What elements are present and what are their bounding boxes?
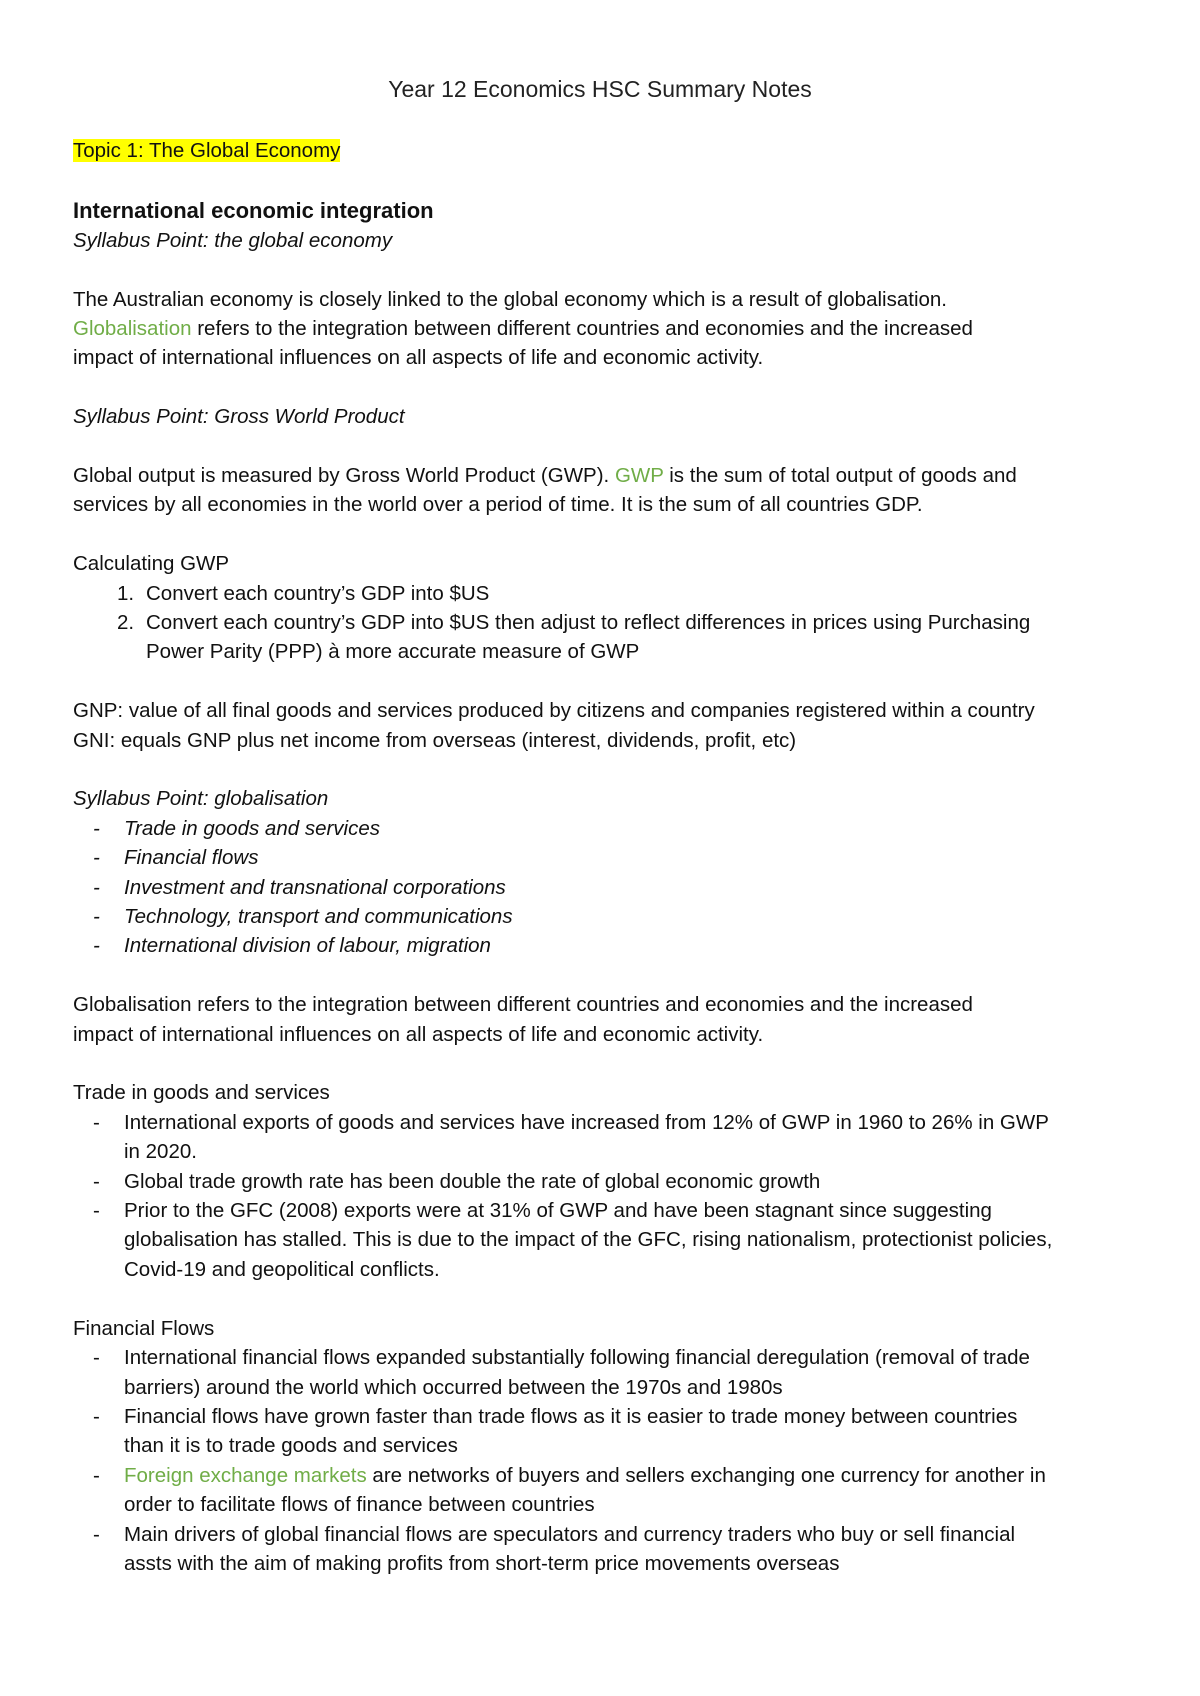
calc-heading: Calculating GWP xyxy=(73,552,230,576)
list-item: - Investment and transnational corporations xyxy=(93,875,506,899)
para-1-line-3: impact of international influences on all aspects of life and economic activity. xyxy=(73,346,764,370)
list-item-continuation: Power Parity (PPP) à more accurate measure of GWP xyxy=(146,640,640,664)
list-item: - Prior to the GFC (2008) exports were at 31% of GWP and have been stagnant since suggesting xyxy=(93,1199,992,1223)
para-3-line-2: impact of international influences on all aspects of life and economic activity. xyxy=(73,1022,764,1046)
list-item: - Global trade growth rate has been double the rate of global economic growth xyxy=(93,1169,821,1193)
list-item-continuation: Covid-19 and geopolitical conflicts. xyxy=(124,1257,440,1281)
list-item-continuation: assts with the aim of making profits from short-term price movements overseas xyxy=(124,1551,840,1575)
list-item: 2. Convert each country’s GDP into $US then adjust to reflect differences in prices using Purchasing xyxy=(117,611,1031,635)
gni-definition: GNI: equals GNP plus net income from overseas (interest, dividends, profit, etc) xyxy=(73,728,797,752)
list-item: - Technology, transport and communications xyxy=(93,905,513,929)
list-item-continuation: in 2020. xyxy=(124,1140,197,1164)
para-1-line-2: Globalisation refers to the integration between different countries and economies and the increased xyxy=(73,317,973,340)
list-item: - Foreign exchange markets are networks of buyers and sellers exchanging one currency for another in xyxy=(93,1463,1046,1487)
section-heading: International economic integration xyxy=(73,197,434,223)
financial-flows-heading: Financial Flows xyxy=(73,1316,215,1340)
list-item-continuation: than it is to trade goods and services xyxy=(124,1434,458,1458)
trade-heading: Trade in goods and services xyxy=(73,1081,330,1105)
list-item-continuation: barriers) around the world which occurred between the 1970s and 1980s xyxy=(124,1375,783,1399)
para-2-line-2: services by all economies in the world over a period of time. It is the sum of all countries GDP. xyxy=(73,493,923,517)
gnp-definition: GNP: value of all final goods and services produced by citizens and companies registered within a country xyxy=(73,699,1035,723)
topic-heading: Topic 1: The Global Economy xyxy=(73,139,341,162)
list-item: - Main drivers of global financial flows are speculators and currency traders who buy or sell financial xyxy=(93,1522,1016,1546)
list-item: - Financial flows have grown faster than trade flows as it is easier to trade money between countries xyxy=(93,1404,1018,1428)
term-gwp: GWP xyxy=(614,464,664,487)
para-1-line-1: The Australian economy is closely linked to the global economy which is a result of globalisation. xyxy=(73,287,947,311)
syllabus-point-2: Syllabus Point: Gross World Product xyxy=(73,405,405,429)
syllabus-point-3: Syllabus Point: globalisation xyxy=(73,787,329,811)
list-item: - International exports of goods and services have increased from 12% of GWP in 1960 to 26% in GWP xyxy=(93,1110,1049,1134)
list-item: - International financial flows expanded substantially following financial deregulation (removal of trade xyxy=(93,1346,1030,1370)
list-item: - Financial flows xyxy=(93,846,259,870)
document-title: Year 12 Economics HSC Summary Notes xyxy=(388,76,812,102)
para-2-line-1: Global output is measured by Gross World Product (GWP). GWP is the sum of total output of goods and xyxy=(73,464,1017,487)
list-item-continuation: globalisation has stalled. This is due to the impact of the GFC, rising nationalism, protectionist policies, xyxy=(124,1228,1053,1252)
list-item: - International division of labour, migration xyxy=(93,934,491,958)
term-globalisation: Globalisation xyxy=(73,317,192,340)
list-item-continuation: order to facilitate flows of finance between countries xyxy=(124,1493,595,1517)
para-3-line-1: Globalisation refers to the integration between different countries and economies and the increased xyxy=(73,993,973,1017)
list-item: - Trade in goods and services xyxy=(93,816,381,840)
term-foreign-exchange-markets: Foreign exchange markets xyxy=(124,1463,367,1487)
document-body xyxy=(73,136,1143,1578)
syllabus-point-1: Syllabus Point: the global economy xyxy=(73,228,393,252)
list-item: 1. Convert each country’s GDP into $US xyxy=(117,581,490,605)
